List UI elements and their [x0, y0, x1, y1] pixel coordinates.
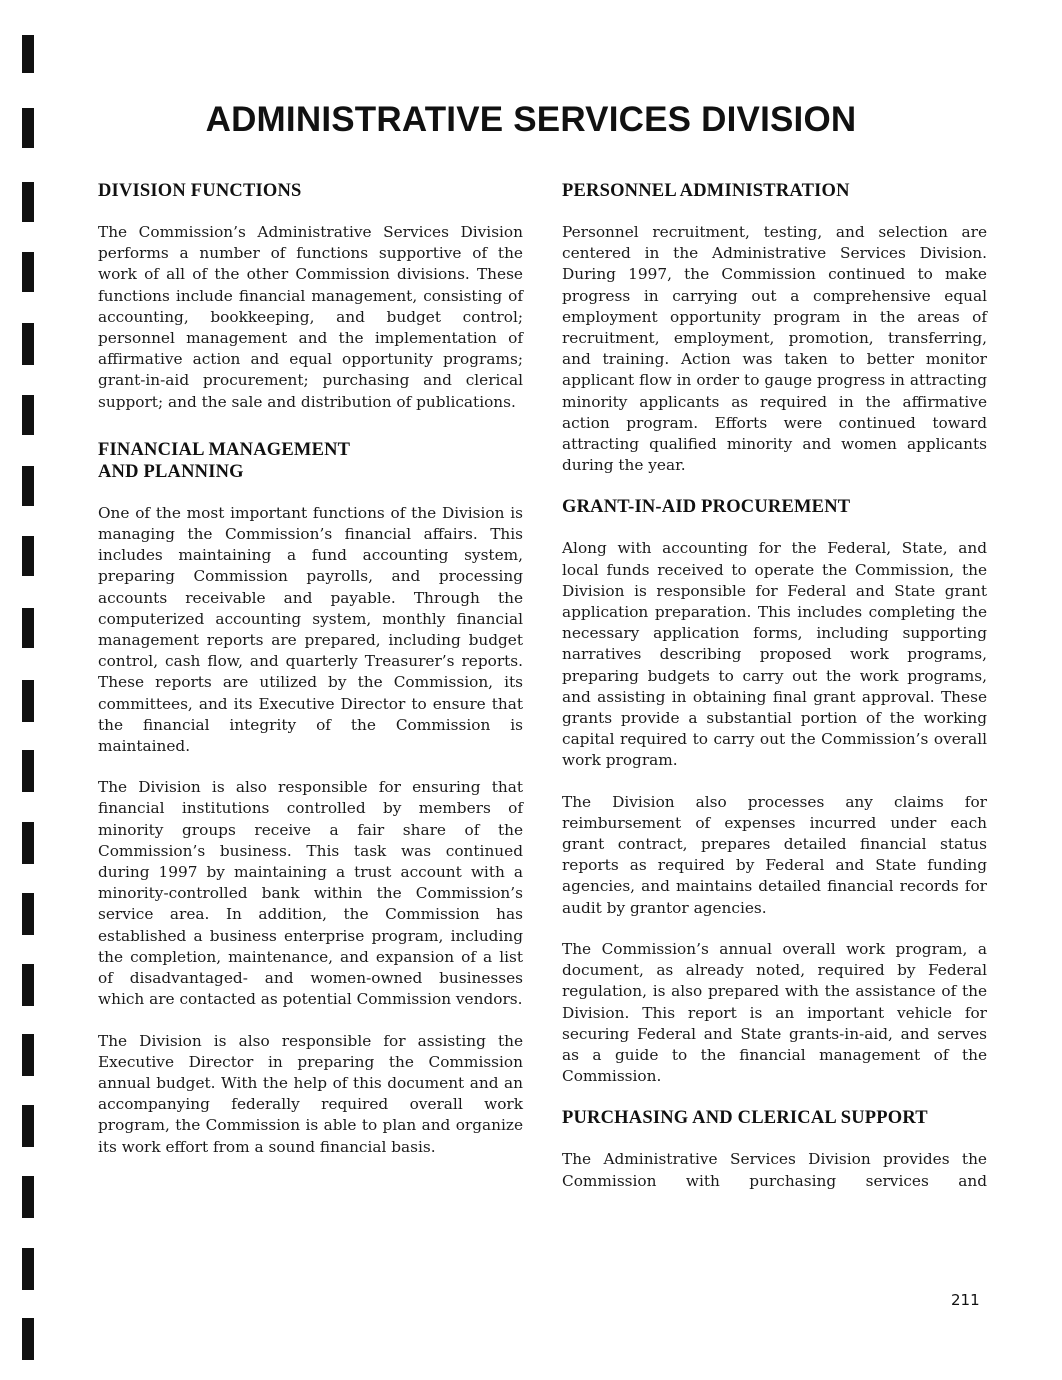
- binding-mark: [22, 1318, 34, 1360]
- binding-mark: [22, 1105, 34, 1147]
- paragraph: The Administrative Services Division provides the Commission with purchasing services and: [562, 1150, 987, 1190]
- section-heading: [98, 439, 523, 483]
- binding-mark: [22, 466, 34, 506]
- division-functions-section: [98, 180, 523, 413]
- paragraph: Personnel recruitment, testing, and selection are centered in the Administrative Services Division. During 1997, the Commission continued to make progress in carrying out a comprehensive equal employment opportunity program in the areas of recruitment, employment, promotion, transferring, and training. Action was taken to better monitor applicant flow in order to gauge progress in attracting minority applicants as required in the affirmative action program. Efforts were continued toward attracting qualified minority and women applicants during the year.: [562, 223, 987, 475]
- section-heading: GRANT-IN-AID PROCUREMENT: [562, 497, 851, 518]
- section-heading: PERSONNEL ADMINISTRATION: [562, 181, 850, 201]
- paragraph: The Commission’s Administrative Services Division performs a number of functions supportive of the work of all of the other Commission divisions. These functions include financial management, consisting of accounting, bookkeeping, and budget control; personnel management and the implementation of affirmative action and equal opportunity programs; grant-in-aid procurement; purchasing and clerical support; and the sale and distribution of publications.: [98, 223, 523, 411]
- binding-mark: [22, 964, 34, 1006]
- paragraph: The Division also processes any claims for reimbursement of expenses incurred under each grant contract, prepares detailed financial status reports as required by Federal and State funding agencies, and maintains detailed financial records for audit by grantor agencies.: [562, 792, 987, 917]
- financial-management-section: [98, 439, 523, 1158]
- paragraph: The Division is also responsible for assisting the Executive Director in preparing the Commission annual budget. With the help of this document and an accompanying federally required overall work program, the Commission is able to plan and organize its work effort from a sound financial basis.: [98, 1031, 523, 1156]
- paragraph: One of the most important functions of the Division is managing the Commission’s financial affairs. This includes maintaining a fund accounting system, preparing Commission payrolls, and processing accounts receivable and payable. Through the computerized accounting system, monthly financial management reports are prepared, including budget control, cash flow, and quarterly Treasurer’s reports. These reports are utilized by the Commission, its committees, and its Executive Director to ensure that the financial integrity of the Commission is maintained.: [98, 503, 523, 756]
- binding-mark: [22, 182, 34, 222]
- binding-mark: [22, 252, 34, 292]
- binding-mark: [22, 35, 34, 73]
- binding-mark: [22, 1176, 34, 1218]
- binding-mark: [22, 395, 34, 435]
- personnel-section: [562, 180, 987, 476]
- binding-mark: [22, 750, 34, 792]
- paragraph: Along with accounting for the Federal, State, and local funds received to operate the Commission, the Division is responsible for Federal and State grant application preparation. This includes completing the necessary application forms, including supporting narratives describing proposed work programs, preparing budgets to carry out the work programs, and assisting in obtaining final grant approval. These grants provide a substantial portion of the working capital required to carry out the Commission’s overall work program.: [562, 539, 987, 770]
- section-heading: DIVISION FUNCTIONS: [98, 181, 302, 201]
- binding-mark: [22, 893, 34, 935]
- binding-mark: [22, 822, 34, 864]
- left-column: [98, 180, 523, 1178]
- paragraph: The Division is also responsible for ensuring that financial institutions controlled by members of minority groups receive a fair share of the Commission’s business. This task was continued during 1997 by maintaining a trust account with a minority-controlled bank within the Commission’s service area. In addition, the Commission has established a business enterprise program, including the completion, maintenance, and expansion of a list of disadvantaged- and women-owned businesses which are contacted as potential Commission vendors.: [98, 778, 523, 1009]
- binding-mark: [22, 608, 34, 648]
- heading-line: FINANCIAL MANAGEMENT: [98, 439, 351, 460]
- page-title: ADMINISTRATIVE SERVICES DIVISION: [205, 100, 857, 139]
- binding-mark: [22, 323, 34, 365]
- page-number: 211: [951, 1291, 980, 1309]
- binding-mark: [22, 536, 34, 576]
- section-heading: PURCHASING AND CLERICAL SUPPORT: [562, 1108, 928, 1129]
- right-column: [562, 180, 987, 1212]
- binding-mark: [22, 680, 34, 722]
- heading-line: AND PLANNING: [98, 461, 244, 482]
- paragraph: The Commission’s annual overall work program, a document, as already noted, required by Federal regulation, is also prepared with the assistance of the Division. This report is an important vehicle for securing Federal and State grants-in-aid, and serves as a guide to the financial management of the Commission.: [562, 939, 987, 1086]
- grant-in-aid-section: [562, 496, 987, 1087]
- binding-mark: [22, 1034, 34, 1076]
- purchasing-section: [562, 1107, 987, 1191]
- binding-mark: [22, 1248, 34, 1290]
